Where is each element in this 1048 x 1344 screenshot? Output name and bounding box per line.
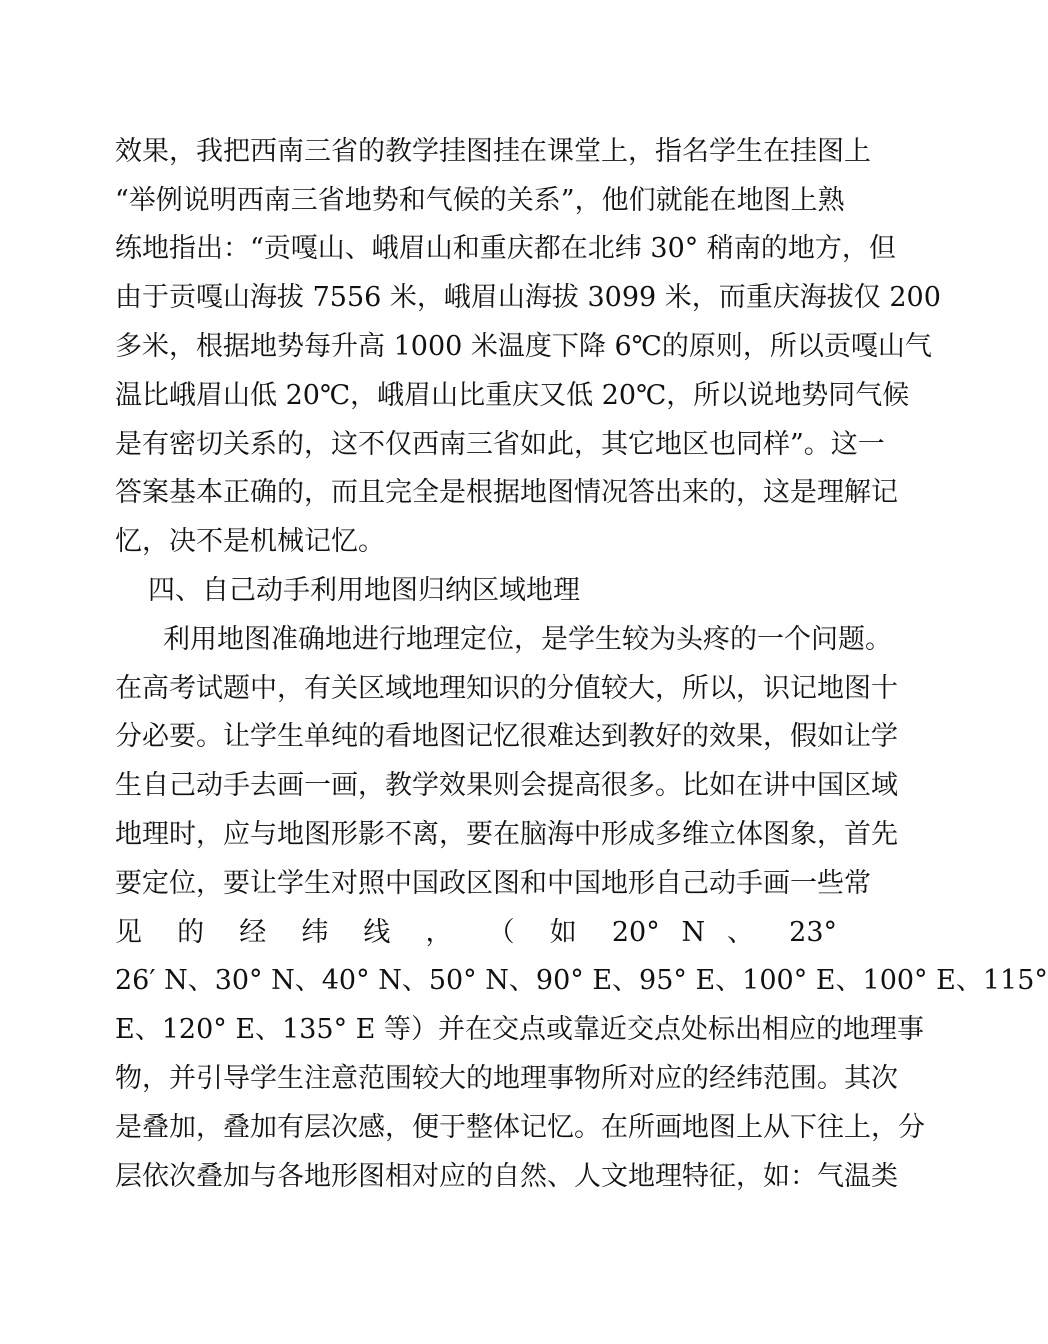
text-line: 温比峨眉山低 20℃，峨眉山比重庆又低 20℃，所以说地势同气候 [115,380,910,411]
text-line: 是叠加，叠加有层次感，便于整体记忆。在所画地图上从下往上，分 [115,1112,925,1143]
text-line: 是有密切关系的，这不仅西南三省如此，其它地区也同样”。这一 [115,429,885,460]
text-line: 利用地图准确地进行地理定位，是学生较为头疼的一个问题。 [163,624,892,655]
text-line: E、120° E、135° E 等）并在交点或靠近交点处标出相应的地理事 [115,1014,924,1045]
text-line: 效果，我把西南三省的教学挂图挂在课堂上，指名学生在挂图上 [115,136,871,167]
text-line: 练地指出：“贡嘎山、峨眉山和重庆都在北纬 30° 稍南的地方，但 [115,233,896,264]
text-line: 答案基本正确的，而且完全是根据地图情况答出来的，这是理解记 [115,477,898,508]
text-line: 生自己动手去画一画，教学效果则会提高很多。比如在讲中国区域 [115,770,898,801]
text-line: 层依次叠加与各地形图相对应的自然、人文地理特征，如：气温类 [115,1161,898,1192]
text-line: 26′ N、30° N、40° N、50° N、90° E、95° E、100° E、100° E、115° [115,965,1048,996]
text-line: 由于贡嘎山海拔 7556 米，峨眉山海拔 3099 米，而重庆海拔仅 200 [115,282,941,313]
text-line: 分必要。让学生单纯的看地图记忆很难达到教好的效果，假如让学 [115,721,898,752]
text-line: 地理时，应与地图形影不离，要在脑海中形成多维立体图象，首先 [115,819,898,850]
text-line: 多米，根据地势每升高 1000 米温度下降 6℃的原则，所以贡嘎山气 [115,331,932,362]
text-line: 在高考试题中，有关区域地理知识的分值较大，所以，识记地图十 [115,673,898,704]
text-line: “举例说明西南三省地势和气候的关系”，他们就能在地图上熟 [115,185,845,216]
text-line: 要定位，要让学生对照中国政区图和中国地形自己动手画一些常 [115,868,871,899]
text-line: 物，并引导学生注意范围较大的地理事物所对应的经纬范围。其次 [115,1063,898,1094]
section-heading: 四、自己动手利用地图归纳区域地理 [148,575,580,606]
text-line: 见 的 经 纬 线 ， （ 如 20° N 、 23° [115,917,837,948]
text-line: 忆，决不是机械记忆。 [115,526,385,557]
